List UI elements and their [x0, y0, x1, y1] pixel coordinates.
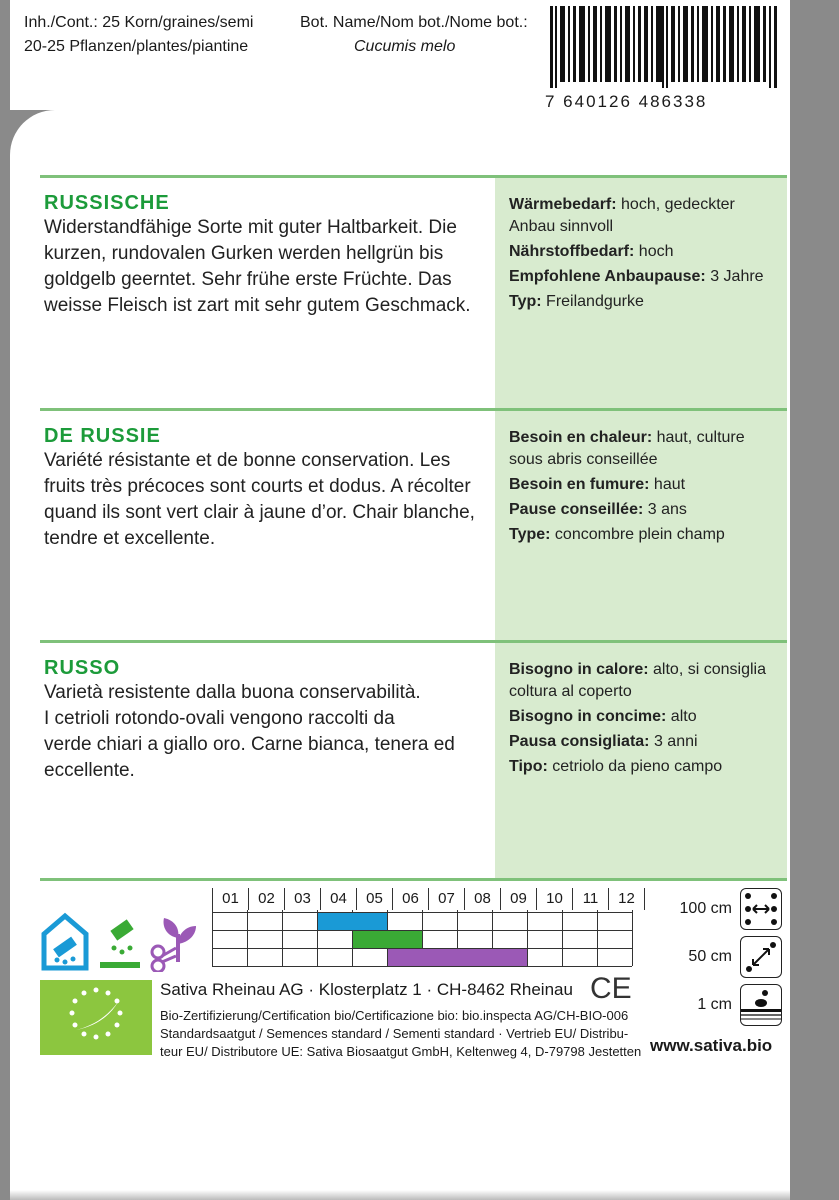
calendar-row-line: [212, 966, 632, 967]
sowing-depth-icon: [740, 984, 782, 1026]
bottom-divider: [40, 878, 787, 881]
section-title: RUSSO: [44, 657, 121, 679]
footer-line: teur EU/ Distributore UE: Sativa Biosaatgut GmbH, Keltenweg 4, D-79798 Jestetten: [160, 1044, 642, 1059]
month-label: 08: [464, 888, 500, 910]
month-label: 07: [428, 888, 464, 910]
calendar-column-line: [247, 910, 248, 966]
attr-row: Tipo: cetriolo da pieno campo: [509, 758, 723, 775]
attr-row: Pausa consigliata: 3 anni: [509, 733, 698, 750]
description-line: weisse Fleisch ist zart mit sehr gutem Geschmack.: [44, 295, 471, 316]
harvest-icon: [148, 912, 206, 972]
footer-line: Bio-Zertifizierung/Certification bio/Certificazione bio: bio.inspecta AG/CH-BIO-006: [160, 1008, 629, 1023]
attr-row: Bisogno in calore: alto, si consiglia coltura al coperto: [509, 661, 766, 700]
description-line: eccellente.: [44, 760, 135, 781]
attr-row: Typ: Freilandgurke: [509, 293, 644, 310]
section-italian: [40, 640, 787, 878]
company-address: Sativa Rheinau AG · Klosterplatz 1 · CH-8462 Rheinau: [160, 980, 573, 999]
botanical-name-value: Cucumis melo: [354, 38, 456, 55]
attr-row: Nährstoffbedarf: hoch: [509, 243, 674, 260]
hang-tab-right-gap: [790, 0, 839, 1200]
footer-line: Standardsaatgut / Semences standard / Sementi standard · Vertrieb EU/ Distribu-: [160, 1026, 629, 1041]
month-label: 12: [608, 888, 645, 910]
month-label: 05: [356, 888, 392, 910]
certification-text: [160, 1007, 650, 1061]
description-line: kurzen, rundovalen Gurken werden hellgrün bis: [44, 243, 444, 264]
calendar-column-line: [562, 910, 563, 966]
attributes-panel-french: [495, 411, 787, 641]
section-german: [40, 175, 787, 410]
month-label: 06: [392, 888, 428, 910]
attr-row: Pause conseillée: 3 ans: [509, 501, 687, 518]
contents-line-1: Inh./Cont.: 25 Korn/graines/semi: [24, 14, 254, 31]
month-label: 11: [572, 888, 608, 910]
row-distance-icon: [740, 888, 782, 930]
section-title: DE RUSSIE: [44, 425, 161, 447]
attr-row: Type: concombre plein champ: [509, 526, 725, 543]
section-title: RUSSISCHE: [44, 192, 170, 214]
calendar-bar-sow-outdoor: [353, 931, 422, 948]
month-label: 03: [284, 888, 320, 910]
description-line: I cetrioli rotondo-ovali vengono raccolti da: [44, 708, 395, 729]
month-label: 04: [320, 888, 356, 910]
attr-row: Empfohlene Anbaupause: 3 Jahre: [509, 268, 764, 285]
botanical-name-label: Bot. Name/Nom bot./Nome bot.:: [300, 14, 528, 31]
ce-mark: CE: [590, 972, 632, 1005]
attributes-panel-german: [495, 178, 787, 410]
barcode-number: 7 640126 486338: [545, 92, 708, 111]
sowing-calendar: [212, 888, 645, 970]
row-distance-label: 100 cm: [679, 900, 732, 917]
section-french: [40, 408, 787, 641]
eu-leaf-stars-icon: [40, 980, 152, 1055]
plant-distance-icon: [740, 936, 782, 978]
attr-row: Besoin en chaleur: haut, culture sous abris conseillée: [509, 429, 745, 468]
attr-row: Bisogno in concime: alto: [509, 708, 697, 725]
description-line: Variété résistante et de bonne conservation. Les: [44, 450, 451, 471]
month-label: 01: [212, 888, 248, 910]
calendar-column-line: [212, 910, 213, 966]
month-label: 10: [536, 888, 572, 910]
month-label: 02: [248, 888, 284, 910]
sowing-depth-label: 1 cm: [697, 996, 732, 1013]
month-label: 09: [500, 888, 536, 910]
sow-indoor-icon: [40, 912, 90, 972]
website-link[interactable]: www.sativa.bio: [650, 1036, 773, 1055]
packet-bottom-edge: [10, 1190, 790, 1200]
description-line: verde chiari a giallo oro. Carne bianca, tenera ed: [44, 734, 455, 755]
plant-distance-label: 50 cm: [688, 948, 732, 965]
calendar-grid: [212, 910, 632, 970]
sow-outdoor-icon: [98, 918, 143, 972]
description-line: fruits très précoces sont courts et dodus. A récolter: [44, 476, 471, 497]
attr-row: Besoin en fumure: haut: [509, 476, 686, 493]
description-line: goldgelb geerntet. Sehr frühe erste Früchte. Das: [44, 269, 452, 290]
attr-row: Wärmebedarf: hoch, gedeckter Anbau sinnvoll: [509, 196, 735, 235]
calendar-bar-harvest: [388, 949, 527, 966]
description-line: Widerstandfähige Sorte mit guter Haltbarkeit. Die: [44, 217, 457, 238]
calendar-column-line: [527, 910, 528, 966]
calendar-bar-sow-indoor: [318, 913, 387, 930]
contents-line-2: 20-25 Pflanzen/plantes/piantine: [24, 38, 249, 55]
calendar-column-line: [597, 910, 598, 966]
eu-organic-logo: [40, 980, 152, 1055]
description-line: Varietà resistente dalla buona conservabilità.: [44, 682, 421, 703]
description-line: tendre et excellente.: [44, 528, 216, 549]
calendar-months: [212, 888, 645, 910]
attributes-panel-italian: [495, 643, 787, 878]
description-line: quand ils sont vert clair à jaune d’or. Chair blanche,: [44, 502, 475, 523]
barcode-icon: [550, 6, 780, 88]
calendar-column-line: [632, 910, 633, 966]
calendar-column-line: [282, 910, 283, 966]
